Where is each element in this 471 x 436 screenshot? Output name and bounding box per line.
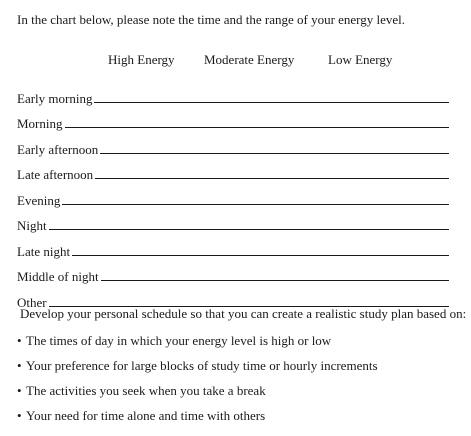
- bullet-text: The activities you seek when you take a break: [26, 383, 266, 398]
- fill-in-line[interactable]: [94, 101, 449, 103]
- header-moderate-energy: Moderate Energy: [204, 52, 295, 67]
- time-row-label: Morning: [17, 116, 63, 131]
- time-row-late-night: [17, 233, 449, 259]
- fill-in-line[interactable]: [101, 279, 449, 281]
- time-row-label: Early afternoon: [17, 141, 99, 157]
- header-high-energy: High Energy: [108, 52, 175, 67]
- time-row-middle-of-night: [17, 259, 449, 285]
- bullet-icon: •: [17, 383, 22, 398]
- bullet-icon: •: [17, 408, 22, 423]
- fill-in-line[interactable]: [95, 177, 449, 179]
- schedule-instructions: Develop your personal schedule so that you can create a realistic study plan based on:: [20, 306, 467, 321]
- fill-in-line[interactable]: [49, 228, 449, 230]
- energy-header-row: [0, 52, 471, 68]
- bullet-item: [17, 383, 378, 408]
- intro-text: In the chart below, please note the time and the range of your energy level.: [17, 12, 406, 27]
- time-row-late-afternoon: [17, 157, 449, 183]
- time-row-evening: [17, 182, 449, 208]
- time-row-morning: [17, 106, 449, 132]
- time-row-night: [17, 208, 449, 234]
- bullet-icon: •: [17, 358, 22, 373]
- bullet-item: [17, 333, 378, 358]
- bullet-text: Your need for time alone and time with others: [26, 408, 266, 423]
- energy-chart-rows: [17, 80, 449, 310]
- fill-in-line[interactable]: [65, 126, 450, 128]
- bullet-text: The times of day in which your energy level is high or low: [26, 333, 332, 348]
- fill-in-line[interactable]: [100, 152, 449, 154]
- time-row-label: Late night: [17, 243, 71, 259]
- bullet-icon: •: [17, 333, 22, 348]
- time-row-label: Middle of night: [17, 269, 99, 284]
- header-low-energy: Low Energy: [328, 52, 393, 67]
- schedule-bullet-list: [17, 333, 378, 433]
- time-row-label: Evening: [17, 192, 61, 208]
- time-row-label: Other: [17, 294, 47, 310]
- bullet-item: [17, 358, 378, 383]
- time-row-early-afternoon: [17, 131, 449, 157]
- fill-in-line[interactable]: [72, 254, 449, 256]
- time-row-label: Late afternoon: [17, 167, 94, 182]
- fill-in-line[interactable]: [62, 203, 449, 205]
- bullet-item: [17, 408, 378, 433]
- time-row-label: Night: [17, 218, 47, 233]
- time-row-label: Early morning: [17, 90, 93, 106]
- bullet-text: Your preference for large blocks of study time or hourly increments: [26, 358, 378, 373]
- time-row-early-morning: [17, 80, 449, 106]
